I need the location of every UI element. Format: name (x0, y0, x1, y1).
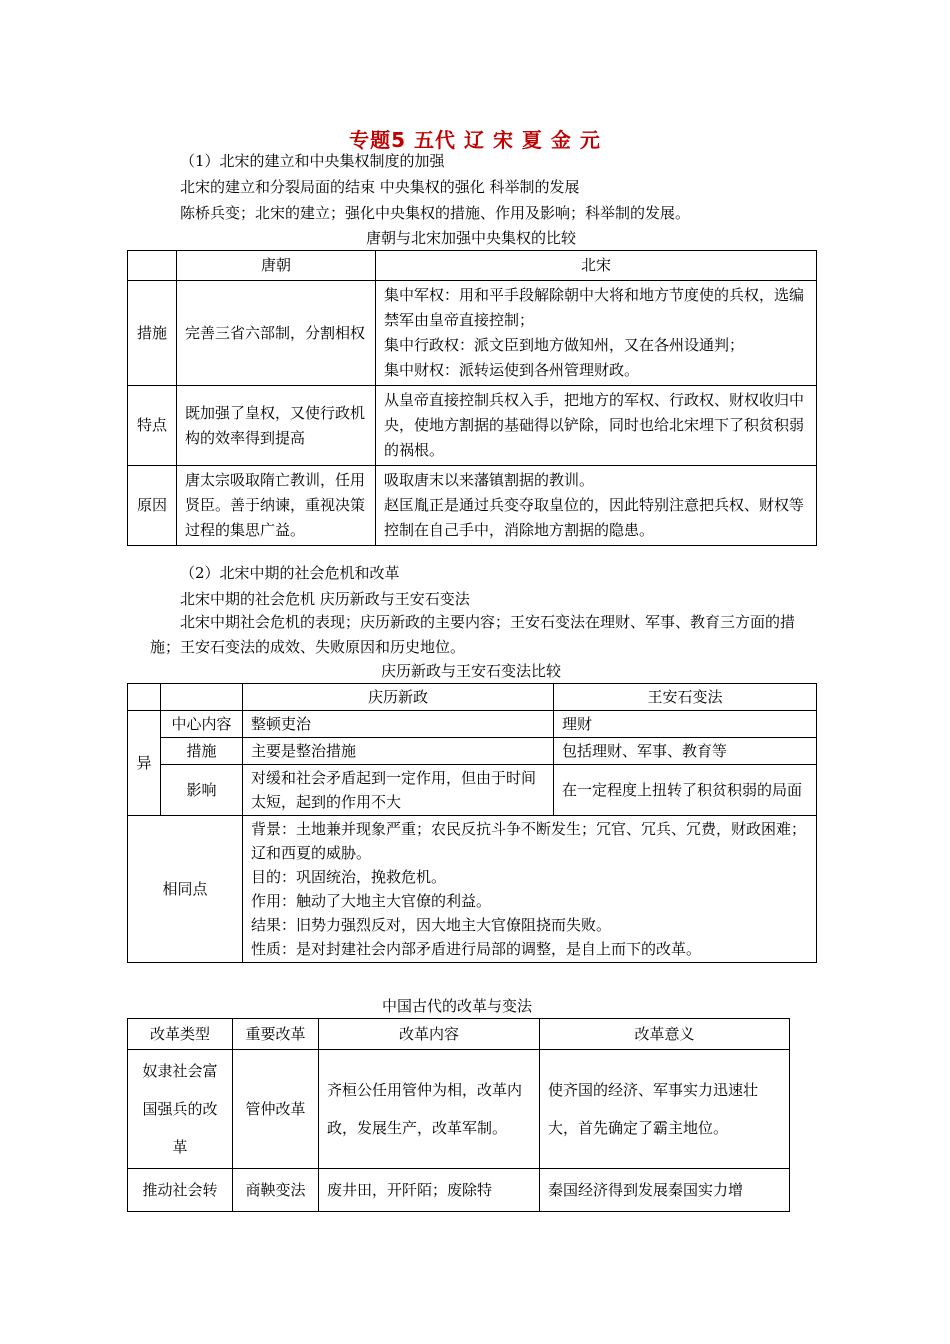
table-row (128, 738, 817, 765)
table-header-cell: 重要改革 (233, 1019, 319, 1050)
same-cell (243, 816, 817, 963)
same-label: 相同点 (128, 816, 243, 963)
reform-meaning-cell: 使齐国的经济、军事实力迅速壮大，首先确定了霸主地位。 (540, 1050, 790, 1169)
same-line: 结果：旧势力强烈反对，因大地主大官僚阻挠而失败。 (251, 916, 612, 934)
song-line: 集中军权：用和平手段解除朝中大将和地方节度使的兵权，选编禁军由皇帝直接控制； (384, 286, 805, 329)
qingli-cell: 主要是整治措施 (243, 738, 554, 765)
reform-type-cell: 奴隶社会富国强兵的改革 (128, 1050, 233, 1169)
tang-cell: 完善三省六部制，分割相权 (177, 281, 376, 386)
table-header-row (128, 251, 817, 281)
table2-caption: 庆历新政与王安石变法比较 (380, 662, 561, 680)
table-header-cell: 改革内容 (319, 1019, 540, 1050)
song-line: 赵匡胤正是通过兵变夺取皇位的，因此特别注意把兵权、财权等控制在自己手中，消除地方割据的隐患。 (384, 496, 805, 539)
table1-caption: 唐朝与北宋加强中央集权的比较 (365, 229, 576, 247)
section2-outline: 北宋中期社会危机的表现；庆历新政的主要内容；王安石变法在理财、军事、教育三方面的措施；王安石变法的成效、失败原因和历史地位。 (150, 613, 796, 656)
same-line: 目的：巩固统治，挽救危机。 (251, 868, 447, 886)
tang-cell: 唐太宗吸取隋亡教训，任用贤臣。善于纳谏，重视决策过程的集思广益。 (177, 466, 376, 546)
row-label: 特点 (128, 386, 177, 466)
reform-name-cell: 管仲改革 (233, 1050, 319, 1169)
difference-label: 异 (128, 711, 161, 816)
qingli-cell: 整顿吏治 (243, 711, 554, 738)
song-line: 吸取唐末以来藩镇割据的教训。 (384, 471, 595, 489)
section2-subtitle: 北宋中期的社会危机 庆历新政与王安石变法 (180, 590, 470, 608)
tang-song-comparison-table (127, 250, 817, 546)
song-cell (376, 466, 817, 546)
row-label: 影响 (161, 765, 243, 816)
row-label: 中心内容 (161, 711, 243, 738)
table3-caption: 中国古代的改革与变法 (381, 997, 532, 1015)
wang-cell: 理财 (554, 711, 817, 738)
table-row (128, 711, 817, 738)
ancient-reform-table (127, 1018, 790, 1212)
reform-type-cell: 推动社会转 (128, 1169, 233, 1212)
song-line: 从皇帝直接控制兵权入手，把地方的军权、行政权、财权收归中央，使地方割据的基础得以铲除，同时也给北宋埋下了积贫积弱的祸根。 (384, 391, 805, 459)
song-line: 集中财权：派转运使到各州管理财政。 (384, 361, 640, 379)
reform-content-cell: 废井田，开阡陌；废除特 (319, 1169, 540, 1212)
document-title: 专题5 五代 辽 宋 夏 金 元 (349, 128, 601, 152)
section2-heading: （2）北宋中期的社会危机和改革 (180, 564, 400, 582)
section1-heading: （1）北宋的建立和中央集权制度的加强 (180, 152, 445, 170)
table-row (128, 1050, 790, 1169)
table-header-cell (161, 684, 243, 711)
table-header-cell (128, 251, 177, 281)
qingli-cell: 对缓和社会矛盾起到一定作用，但由于时间太短，起到的作用不大 (243, 765, 554, 816)
row-label: 原因 (128, 466, 177, 546)
wang-cell: 包括理财、军事、教育等 (554, 738, 817, 765)
row-label: 措施 (128, 281, 177, 386)
table-row (128, 1169, 790, 1212)
song-line: 集中行政权：派文臣到地方做知州，又在各州设通判； (384, 336, 745, 354)
song-cell (376, 281, 817, 386)
table-row (128, 466, 817, 546)
same-line: 背景：土地兼并现象严重；农民反抗斗争不断发生；冗官、冗兵、冗费，财政困难；辽和西夏的威胁。 (251, 820, 807, 862)
reform-meaning-cell: 秦国经济得到发展秦国实力增 (540, 1169, 790, 1212)
reform-comparison-table (127, 683, 817, 963)
song-cell (376, 386, 817, 466)
table-header-cell: 北宋 (376, 251, 817, 281)
row-label: 措施 (161, 738, 243, 765)
table-header-cell: 庆历新政 (243, 684, 554, 711)
table-header-row (128, 1019, 790, 1050)
section1-subtitle: 北宋的建立和分裂局面的结束 中央集权的强化 科举制的发展 (180, 178, 580, 196)
table-header-row (128, 684, 817, 711)
table-header-cell: 唐朝 (177, 251, 376, 281)
tang-cell: 既加强了皇权，又使行政机构的效率得到提高 (177, 386, 376, 466)
reform-name-cell: 商鞅变法 (233, 1169, 319, 1212)
table-row (128, 386, 817, 466)
table-row (128, 816, 817, 963)
wang-cell: 在一定程度上扭转了积贫积弱的局面 (554, 765, 817, 816)
same-line: 性质：是对封建社会内部矛盾进行局部的调整，是自上而下的改革。 (251, 940, 702, 958)
table-header-cell (128, 684, 161, 711)
table-row (128, 281, 817, 386)
table-header-cell: 改革意义 (540, 1019, 790, 1050)
reform-content-cell: 齐桓公任用管仲为相，改革内政，发展生产，改革军制。 (319, 1050, 540, 1169)
table-header-cell: 改革类型 (128, 1019, 233, 1050)
table-row (128, 765, 817, 816)
table-header-cell: 王安石变法 (554, 684, 817, 711)
section1-outline: 陈桥兵变；北宋的建立；强化中央集权的措施、作用及影响；科举制的发展。 (180, 204, 691, 222)
same-line: 作用：触动了大地主大官僚的利益。 (251, 892, 492, 910)
